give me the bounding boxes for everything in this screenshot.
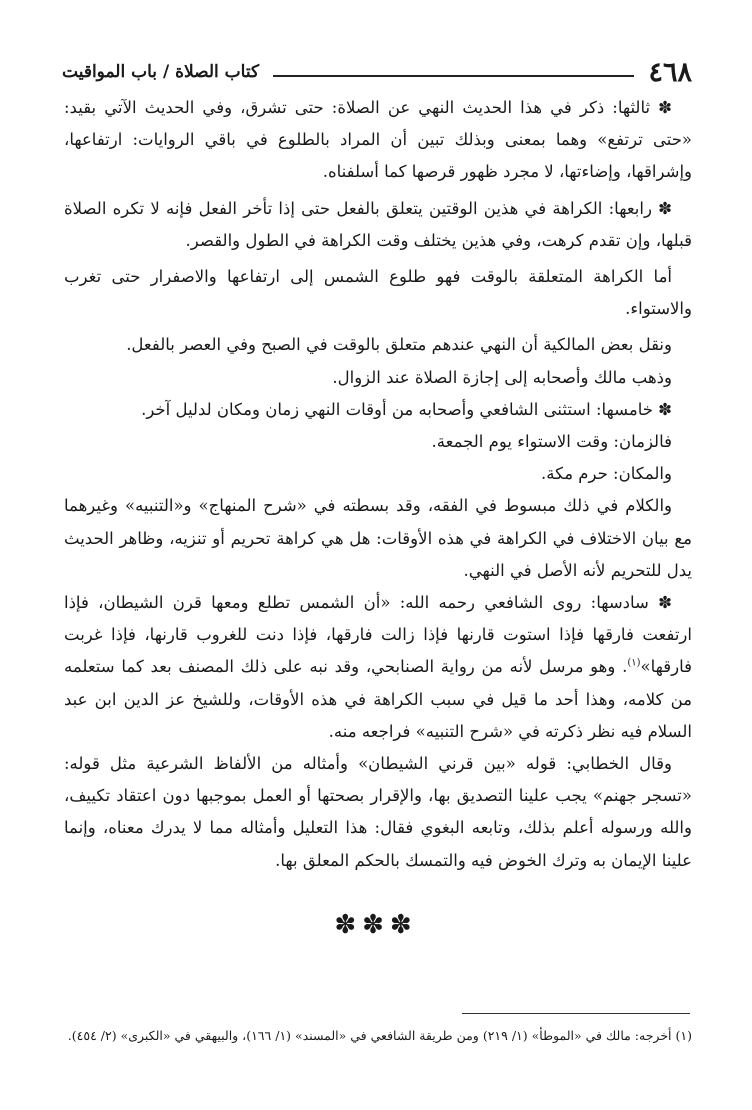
footnote-reference[interactable]: (١) bbox=[627, 657, 641, 669]
paragraph-malik-zawal: وذهب مالك وأصحابه إلى إجازة الصلاة عند الزوال. bbox=[332, 367, 672, 387]
header-rule bbox=[273, 75, 634, 77]
paragraph-time-based-disapproval: أما الكراهة المتعلقة بالوقت فهو طلوع الشمس إلى ارتفاعها والاصفرار حتى تغرب والاستواء. bbox=[64, 267, 692, 319]
paragraph-fifth-point: ✽ خامسها: استثنى الشافعي وأصحابه من أوقات النهي زمان ومكان لدليل آخر. bbox=[141, 399, 672, 419]
section-separator: ✽✽✽ bbox=[334, 910, 418, 940]
paragraph-third-point: ✽ ثالثها: ذكر في هذا الحديث النهي عن الصلاة: حتى تشرق، وفي الحديث الآتي بقيد: «حتى ترتفع» وهما بمعنى وبذلك تبين أن المراد بالطلوع في باقي الروايات: ارتفاعها، وإشراقها، وإضاءتها، لا مجرد ظهور قرصها كما أسلفناه. bbox=[64, 98, 692, 182]
paragraph-place-exception: والمكان: حرم مكة. bbox=[541, 464, 672, 484]
footnote: (١) أخرجه: مالك في «الموطأ» (١/ ٢١٩) ومن طريقة الشافعي في «المسند» (١/ ١٦٦)، والبيهقي في «الكبرى» (٢/ ٤٥٤). bbox=[67, 1028, 692, 1043]
paragraph-sixth-point bbox=[64, 587, 692, 748]
page-number: ٤٦٨ bbox=[648, 56, 692, 88]
page-header bbox=[62, 52, 692, 92]
paragraph-fourth-point: ✽ رابعها: الكراهة في هذين الوقتين يتعلق بالفعل حتى إذا تأخر الفعل فإنه لا تكره الصلاة قبلها، وإن تقدم كرهت، وفي هذين يختلف وقت الكراهة في الطول والقصر. bbox=[64, 198, 692, 250]
sixth-point-quote: ✽ سادسها: روى الشافعي رحمه الله: «أن الشمس تطلع ومعها قرن الشيطان، فإذا ارتفعت فارقها فإذا استوت قارنها فإذا زالت فارقها، فإذا دنت للغروب قارنها، فإذا غربت فارقها» bbox=[64, 593, 692, 677]
main-text bbox=[64, 92, 692, 877]
running-head: كتاب الصلاة / باب المواقيت bbox=[62, 62, 260, 82]
paragraph-time-exception: فالزمان: وقت الاستواء يوم الجمعة. bbox=[431, 432, 672, 452]
footnote-divider bbox=[462, 1013, 690, 1014]
paragraph-maliki-view: ونقل بعض المالكية أن النهي عندهم متعلق بالوقت في الصبح وفي العصر بالفعل. bbox=[126, 335, 672, 355]
paragraph-fiqh-discussion: والكلام في ذلك مبسوط في الفقه، وقد بسطته في «شرح المنهاج» و«التنبيه» وغيرهما مع بيان الاختلاف في الكراهة في هذه الأوقات: هل هي كراهة تحريم أو تنزيه، وظاهر الحديث يدل للتحريم لأنه الأصل في النهي. bbox=[64, 496, 692, 580]
paragraph-khattabi: وقال الخطابي: قوله «بين قرني الشيطان» وأمثاله من الألفاظ الشرعية مثل قوله: «تسجر جهنم» يجب علينا التصديق بها، والإقرار بصحتها أو العمل بموجبها دون اعتقاد تكييف، والله ورسوله أعلم بذلك، وتابعه البغوي فقال: هذا التعليل وأمثاله مما لا يدرك معناه، وإنما علينا الإيمان به وترك الخوض فيه والتمسك بالحكم المعلق بها. bbox=[64, 754, 692, 870]
sixth-point-commentary: . وهو مرسل لأنه من رواية الصنابحي، وقد نبه على ذلك المصنف بعد كما ستعلمه من كلامه، وهذا أحد ما قيل في سبب الكراهة في هذه الأوقات، وللشيخ عز الدين ابن عبد السلام فيه نظر ذكرته في «شرح التنبيه» فراجعه منه. bbox=[64, 657, 692, 741]
